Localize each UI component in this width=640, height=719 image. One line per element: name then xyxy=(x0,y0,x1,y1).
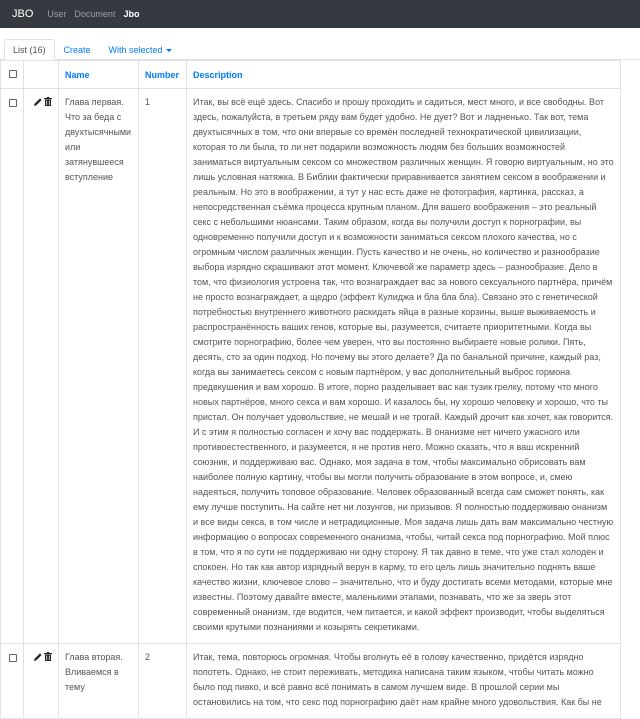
nav-link-jbo[interactable]: Jbo xyxy=(123,9,140,19)
row-name-cell: Глава первая. Что за беда с двухтысячными или затянувшееся вступление xyxy=(59,89,139,644)
nav-link-user[interactable]: User xyxy=(47,9,67,19)
trash-icon[interactable] xyxy=(44,652,52,661)
column-header-number[interactable]: Number xyxy=(139,61,187,89)
records-table xyxy=(0,60,621,719)
row-select-cell xyxy=(1,644,24,719)
row-select-cell xyxy=(1,89,24,644)
pencil-icon[interactable] xyxy=(33,652,43,662)
table-row xyxy=(1,89,621,644)
row-name-cell: Глава вторая. Вливаемся в тему xyxy=(59,644,139,719)
row-number-cell: 2 xyxy=(139,644,187,719)
nav-link-document[interactable]: Document xyxy=(74,9,116,19)
row-number-cell: 1 xyxy=(139,89,187,644)
tab-list[interactable]: List (16) xyxy=(4,39,55,60)
trash-icon[interactable] xyxy=(44,97,52,106)
row-description-cell: Итак, вы всё ещё здесь. Спасибо и прошу проходить и садиться, мест много, и все свободны. Вот здесь, пожалуйста, в третьем ряду вам будет удобно. Не дует? Вот и ладненько. Так вот, тема двухтысячных в том, что они впервые со времён последней технократической цивилизации, которая то ли была, то ли нет подарили возможность людям без больших возможностей заниматься виртуальным сексом со множеством различных женщин. Я говорю виртуальным, но это лишь условная натяжка. В Библии фактически приравнивается занятием сексом в воображении и реальным. Но это в воображении, а тут у нас есть даже не фотография, картинка, рассказ, а непосредственная съёмка процесса крупным планом. Для вашего воображения – это реальный секс с небольшими нюансами. Таким образом, когда вы получили доступ к порнографии, вы одновременно получили доступ и к возможности заниматься сексом плохого качества, но с огромным числом различных женщин. Пусть качество и не очень, но количество и разнообразие выбора изрядно скрашивают этот момент. Ключевой же параметр здесь – разнообразие. Дело в том, что физиология устроена так, что вознаграждает вас за нового сексуального партнёра, причём не просто вознаграждает, а щедро (эффект Кулиджа и бла бла бла). Связано это с генетической потребностью внутреннего животного раскидать яйца в разные корзины, выше выживаемость и распространённость ваших генов, которые вы, разумеется, считаете приоритетными. Когда вы смотрите порнографию, более чем уверен, что вы постоянно выбираете новые ролики. Пять, десять, сто за один подход. Но почему вы этого делаете? Да по банальной причине, каждый раз, когда вы занимаетесь сексом с новым партнёром, у вас дополнительный выброс гормона предвкушения и вам хорошо. В итоге, порно разделывает вас как тузик грелку, потому что много новых партнёров, много секса и вам хорошо. И казалось бы, ну хорошо человеку и хорошо, что ты пристал. Он получает удовольствие, не мешай и не трогай. Каждый дрочит как хочет, как говорится. И с этим я полностью согласен и хочу вас поддержать. В онанизме нет ничего ужасного или противоестественного, и разумеется, я не против него. Можно сказать, что я ваш искренний союзник, и поддерживаю вас. Однако, моя задача в том, чтобы максимально обрисовать вам наиболее полную картину, чтобы вы могли получить образование в этом вопросе, и, смею надеяться, получить топовое образование. Человек образованный всегда сам сможет понять, как ему лучше поступить. На сайте нет ни лозунгов, ни призывов. Я полностью поддерживаю онанизм и все виды секса, в том числе и нетрадиционные. Моя задача лишь дать вам максимально честную информацию о вопросах современного онанизма, чтобы, читай секса под порнографию. Мой плюс в том, что я по сути не поддерживаю ни одну сторону. Я так давно в теме, что уже стал холоден и спокоен. Но так как автор изрядный верун в карму, то его цель лишь значительно поднять ваше качество жизни, ключевое слово – значительно, что и буду достигать всеми методами, которые мне известны. Поэтому давайте вместе, маленькими этапами, познавать, что же за зверь этот современный онанизм, где водится, чем питается, и какой эффект производит, чтобы выделяться своими крутыми познаниями и козырять секретиками. xyxy=(187,89,621,644)
row-actions-cell xyxy=(24,644,59,719)
tab-create[interactable]: Create xyxy=(63,45,91,55)
actions-header xyxy=(24,61,59,89)
top-navbar xyxy=(0,0,640,28)
select-all-header xyxy=(1,61,24,89)
brand-logo[interactable]: JBO xyxy=(12,8,34,20)
select-all-checkbox[interactable] xyxy=(9,70,17,78)
tab-with-selected-label: With selected xyxy=(108,45,163,55)
tab-bar xyxy=(0,34,640,60)
caret-down-icon xyxy=(166,49,172,52)
column-header-name[interactable]: Name xyxy=(59,61,139,89)
pencil-icon[interactable] xyxy=(33,97,43,107)
table-row xyxy=(1,644,621,719)
row-checkbox[interactable] xyxy=(9,99,17,107)
tab-with-selected[interactable] xyxy=(100,39,181,60)
column-header-description[interactable]: Description xyxy=(187,61,621,89)
row-actions-cell xyxy=(24,89,59,644)
row-checkbox[interactable] xyxy=(9,654,17,662)
row-description-cell: Итак, тема, повторюсь огромная. Чтобы вголнуть её в голову качественно, придётся изрядно попотеть. Однако, не стоит переживать, методика написана таким языком, чтобы читать можно было под пивко, и всё равно всё понимать в самом лучшем виде. В прошлой серии мы остановились на том, что секс под порнографию даёт нам крайне много удовольствия. Как бы не xyxy=(187,644,621,719)
table-header-row xyxy=(1,61,621,89)
